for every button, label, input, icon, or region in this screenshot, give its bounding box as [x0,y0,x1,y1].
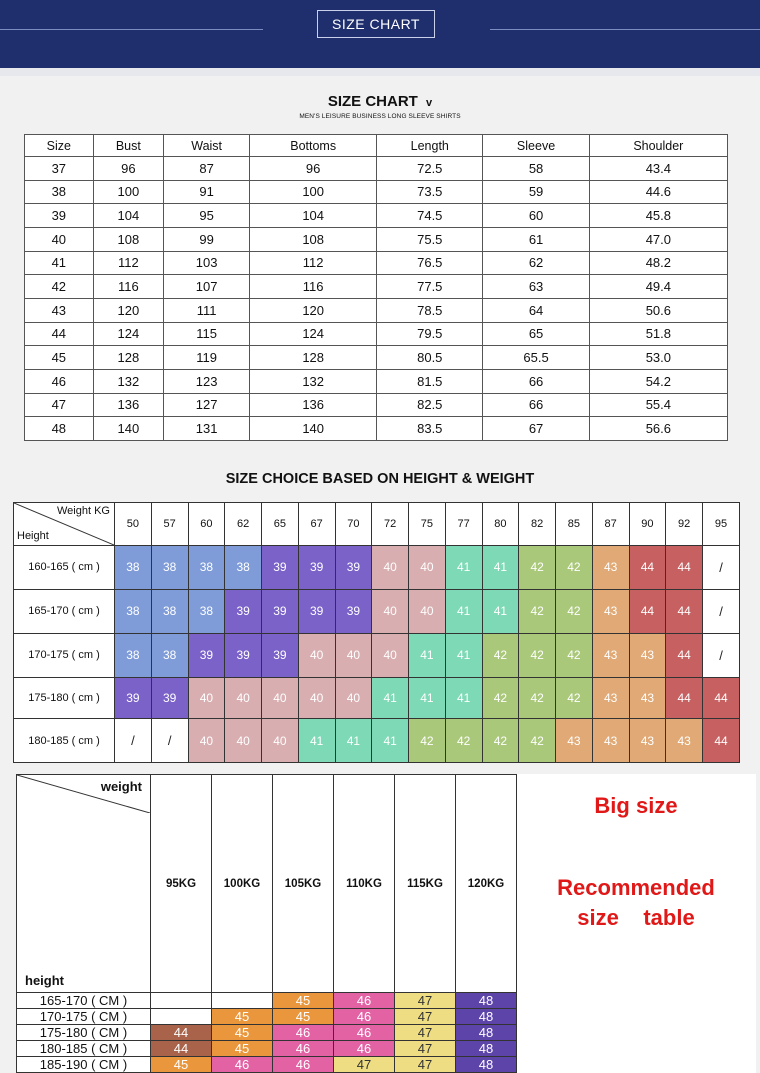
big-size-label: Big size [594,792,678,818]
big-size-side-panel [517,775,756,993]
size-cell: / [703,633,740,677]
table-cell: 73.5 [377,180,483,204]
height-row [14,633,740,677]
size-cell: / [703,589,740,633]
size-chart-subtitle: MEN'S LEISURE BUSINESS LONG SLEEVE SHIRTS [299,113,461,120]
size-cell: 42 [482,633,519,677]
column-header-shoulder: Shoulder [589,135,727,157]
size-cell: 43 [556,719,593,763]
size-cell: 38 [151,633,188,677]
size-cell: / [115,719,152,763]
size-cell: 44 [629,589,666,633]
big-size-cell: 48 [456,1057,517,1073]
height-label: 160-165 ( cm ) [14,546,115,590]
title-chevron-mark: v [426,97,433,109]
big-size-cell: 48 [456,1041,517,1057]
column-header-sleeve: Sleeve [483,135,589,157]
size-cell: 41 [482,546,519,590]
table-cell: 132 [250,369,377,393]
size-cell: 41 [409,633,446,677]
size-cell: 39 [262,546,299,590]
size-cell: 41 [298,719,335,763]
table-cell: 95 [164,204,250,228]
size-cell: 39 [225,589,262,633]
size-cell: 39 [298,589,335,633]
table-cell: 96 [250,157,377,181]
weight-header: 75 [409,503,446,546]
table-cell: 80.5 [377,346,483,370]
size-chart-title [0,93,760,110]
table-cell: 132 [93,369,163,393]
size-cell: 43 [592,719,629,763]
table-cell: 66 [483,369,589,393]
size-cell: 43 [629,719,666,763]
table-cell: 47 [25,393,94,417]
size-cell: 39 [335,589,372,633]
table-cell: 127 [164,393,250,417]
table-cell: 44.6 [589,180,727,204]
weight-header: 67 [298,503,335,546]
big-size-cell: 48 [456,993,517,1009]
table-cell: 119 [164,346,250,370]
big-size-cell: 44 [151,1041,212,1057]
table-row [25,251,728,275]
size-cell: 41 [409,677,446,718]
table-cell: 55.4 [589,393,727,417]
top-banner [0,0,760,68]
size-cell: 41 [445,589,482,633]
big-size-cell: 45 [212,1025,273,1041]
banner-shadow-band [0,68,760,76]
column-header-waist: Waist [164,135,250,157]
column-header-size: Size [25,135,94,157]
size-cell: 40 [298,633,335,677]
table-cell: 44 [25,322,94,346]
table-cell: 40 [25,227,94,251]
size-cell: 38 [115,633,152,677]
big-size-cell: 47 [395,1025,456,1041]
size-cell: 40 [372,589,409,633]
table-cell: 54.2 [589,369,727,393]
table-cell: 51.8 [589,322,727,346]
size-cell: 44 [666,589,703,633]
big-weight-header: 120KG [456,775,517,993]
size-cell: 39 [335,546,372,590]
table-cell: 75.5 [377,227,483,251]
size-cell: 39 [262,633,299,677]
table-cell: 47.0 [589,227,727,251]
size-cell: 42 [556,589,593,633]
size-cell: 41 [372,719,409,763]
size-cell: / [151,719,188,763]
big-size-cell: 44 [151,1025,212,1041]
size-cell: 44 [666,633,703,677]
size-cell: 39 [188,633,225,677]
big-size-cell: 46 [273,1057,334,1073]
recommended-line-1: Recommended [557,874,715,900]
big-weight-header: 95KG [151,775,212,993]
size-cell: 40 [225,677,262,718]
size-chart-table [24,134,728,441]
table-cell: 50.6 [589,298,727,322]
size-cell: 39 [225,633,262,677]
big-height-label: 175-180 ( CM ) [17,1025,151,1041]
size-cell: 39 [151,677,188,718]
big-size-cell: 45 [273,993,334,1009]
big-size-cell: 46 [334,1009,395,1025]
table-cell: 123 [164,369,250,393]
big-size-cell: 45 [212,1041,273,1057]
big-size-cell: 46 [334,993,395,1009]
big-corner-weight-label: weight [100,779,142,794]
table-cell: 49.4 [589,275,727,299]
corner-height-label: Height [17,530,49,542]
height-row [14,719,740,763]
size-cell: 43 [629,677,666,718]
size-cell: 40 [372,546,409,590]
size-cell: 44 [703,677,740,718]
column-header-bottoms: Bottoms [250,135,377,157]
big-size-cell [151,993,212,1009]
size-cell: 40 [409,546,446,590]
table-cell: 72.5 [377,157,483,181]
big-height-label: 165-170 ( CM ) [17,993,151,1009]
table-cell: 128 [250,346,377,370]
size-cell: 42 [556,677,593,718]
table-cell: 78.5 [377,298,483,322]
big-weight-header: 110KG [334,775,395,993]
table-cell: 45.8 [589,204,727,228]
table-cell: 100 [93,180,163,204]
table-row [25,322,728,346]
table-cell: 65.5 [483,346,589,370]
table-cell: 63 [483,275,589,299]
big-height-label: 170-175 ( CM ) [17,1009,151,1025]
table-cell: 38 [25,180,94,204]
table-cell: 41 [25,251,94,275]
big-height-label: 180-185 ( CM ) [17,1041,151,1057]
size-cell: 41 [445,546,482,590]
table-cell: 65 [483,322,589,346]
size-cell: 42 [482,677,519,718]
table-cell: 111 [164,298,250,322]
table-row [25,204,728,228]
size-cell: 43 [592,589,629,633]
size-cell: 42 [519,633,556,677]
size-choice-title: SIZE CHOICE BASED ON HEIGHT & WEIGHT [225,471,535,487]
size-cell: 42 [556,546,593,590]
size-cell: 38 [115,589,152,633]
table-row [25,369,728,393]
size-cell: 38 [188,589,225,633]
size-cell: 38 [188,546,225,590]
table-row [25,346,728,370]
banner-title: SIZE CHART [317,10,435,38]
height-row [14,546,740,590]
big-size-cell: 48 [456,1009,517,1025]
size-cell: 40 [335,633,372,677]
height-label: 165-170 ( cm ) [14,589,115,633]
size-cell: 43 [666,719,703,763]
table-cell: 61 [483,227,589,251]
table-cell: 140 [93,417,163,441]
size-cell: 42 [519,546,556,590]
table-cell: 103 [164,251,250,275]
size-cell: 41 [335,719,372,763]
weight-header: 62 [225,503,262,546]
size-cell: 41 [372,677,409,718]
table-cell: 124 [93,322,163,346]
table-cell: 42 [25,275,94,299]
table-cell: 76.5 [377,251,483,275]
table-cell: 112 [93,251,163,275]
table-cell: 136 [250,393,377,417]
table-cell: 66 [483,393,589,417]
table-cell: 48 [25,417,94,441]
size-chart-header-row [25,135,728,157]
big-height-row [17,1041,756,1057]
weight-header: 85 [556,503,593,546]
banner-rule-left [0,29,263,30]
table-row [25,417,728,441]
table-cell: 43 [25,298,94,322]
size-cell: 39 [262,589,299,633]
height-label: 180-185 ( cm ) [14,719,115,763]
table-cell: 62 [483,251,589,275]
table-cell: 124 [250,322,377,346]
column-header-length: Length [377,135,483,157]
size-cell: 43 [592,546,629,590]
table-cell: 136 [93,393,163,417]
big-size-cell: 46 [212,1057,273,1073]
table-cell: 120 [93,298,163,322]
size-cell: 43 [629,633,666,677]
big-corner-height-label: height [25,973,64,988]
size-cell: 42 [482,719,519,763]
table-cell: 120 [250,298,377,322]
table-cell: 48.2 [589,251,727,275]
table-cell: 108 [250,227,377,251]
height-row [14,677,740,718]
weight-header: 60 [188,503,225,546]
weight-header: 87 [592,503,629,546]
size-cell: 38 [151,589,188,633]
size-cell: 40 [372,633,409,677]
size-cell: 42 [556,633,593,677]
size-cell: 40 [262,677,299,718]
size-cell: 41 [445,677,482,718]
big-height-row [17,1009,756,1025]
table-cell: 74.5 [377,204,483,228]
table-cell: 107 [164,275,250,299]
size-cell: 40 [298,677,335,718]
table-cell: 43.4 [589,157,727,181]
recommended-line-2: size table [577,904,695,930]
big-height-row [17,1025,756,1041]
table-cell: 83.5 [377,417,483,441]
big-size-corner-cell [17,775,151,993]
weight-header: 92 [666,503,703,546]
table-row [25,275,728,299]
size-cell: 43 [592,677,629,718]
weight-header: 72 [372,503,409,546]
table-cell: 116 [250,275,377,299]
big-weight-header: 115KG [395,775,456,993]
weight-header: 77 [445,503,482,546]
weight-header: 90 [629,503,666,546]
table-cell: 45 [25,346,94,370]
table-cell: 53.0 [589,346,727,370]
table-cell: 79.5 [377,322,483,346]
big-size-labels [517,775,755,993]
big-size-cell: 46 [334,1025,395,1041]
size-cell: 42 [445,719,482,763]
size-choice-header-row [14,503,740,546]
table-cell: 81.5 [377,369,483,393]
table-cell: 67 [483,417,589,441]
big-size-cell: 45 [151,1057,212,1073]
size-cell: 41 [445,633,482,677]
table-row [25,157,728,181]
column-header-bust: Bust [93,135,163,157]
table-cell: 46 [25,369,94,393]
size-cell: / [703,546,740,590]
weight-header: 82 [519,503,556,546]
size-cell: 40 [188,719,225,763]
size-chart-title-text: SIZE CHART [327,93,418,110]
big-size-cell: 45 [273,1009,334,1025]
table-cell: 140 [250,417,377,441]
table-cell: 87 [164,157,250,181]
table-cell: 128 [93,346,163,370]
size-cell: 42 [519,589,556,633]
weight-header: 80 [482,503,519,546]
size-cell: 39 [298,546,335,590]
height-row [14,589,740,633]
size-cell: 42 [519,719,556,763]
weight-header: 65 [262,503,299,546]
big-height-row [17,1057,756,1073]
size-cell: 38 [151,546,188,590]
table-cell: 82.5 [377,393,483,417]
table-cell: 112 [250,251,377,275]
size-cell: 43 [592,633,629,677]
table-cell: 60 [483,204,589,228]
size-cell: 40 [409,589,446,633]
table-cell: 104 [93,204,163,228]
size-cell: 44 [666,677,703,718]
big-height-row [17,993,756,1009]
big-size-cell: 46 [273,1041,334,1057]
big-size-cell: 47 [334,1057,395,1073]
big-weight-header: 100KG [212,775,273,993]
big-size-cell: 46 [273,1025,334,1041]
big-size-cell: 47 [395,993,456,1009]
table-row [25,393,728,417]
size-cell: 42 [409,719,446,763]
table-cell: 91 [164,180,250,204]
table-cell: 59 [483,180,589,204]
weight-header: 95 [703,503,740,546]
table-cell: 37 [25,157,94,181]
weight-header: 57 [151,503,188,546]
table-row [25,298,728,322]
size-cell: 40 [262,719,299,763]
size-cell: 44 [629,546,666,590]
table-cell: 131 [164,417,250,441]
big-size-header-row [17,775,756,993]
size-cell: 41 [482,589,519,633]
size-cell: 40 [225,719,262,763]
size-cell: 42 [519,677,556,718]
table-cell: 96 [93,157,163,181]
table-cell: 64 [483,298,589,322]
banner-rule-right [490,29,760,30]
big-size-cell: 48 [456,1025,517,1041]
size-cell: 40 [188,677,225,718]
height-label: 170-175 ( cm ) [14,633,115,677]
corner-weight-label: Weight KG [57,505,110,517]
size-cell: 39 [115,677,152,718]
size-choice-table [13,502,740,763]
size-cell: 40 [335,677,372,718]
size-cell: 38 [225,546,262,590]
table-cell: 115 [164,322,250,346]
size-cell: 44 [666,546,703,590]
height-label: 175-180 ( cm ) [14,677,115,718]
table-cell: 56.6 [589,417,727,441]
big-size-cell [151,1009,212,1025]
table-cell: 99 [164,227,250,251]
table-row [25,180,728,204]
table-cell: 104 [250,204,377,228]
table-cell: 108 [93,227,163,251]
big-size-cell: 47 [395,1009,456,1025]
big-weight-header: 105KG [273,775,334,993]
big-size-cell [212,993,273,1009]
size-cell: 38 [115,546,152,590]
table-cell: 100 [250,180,377,204]
table-cell: 39 [25,204,94,228]
big-size-cell: 45 [212,1009,273,1025]
big-size-cell: 47 [395,1057,456,1073]
table-cell: 77.5 [377,275,483,299]
recommended-label [517,873,755,933]
table-cell: 58 [483,157,589,181]
weight-header: 50 [115,503,152,546]
big-size-cell: 46 [334,1041,395,1057]
size-choice-corner-cell [14,503,115,546]
big-size-table [16,774,756,1073]
table-cell: 116 [93,275,163,299]
big-size-cell: 47 [395,1041,456,1057]
big-height-label: 185-190 ( CM ) [17,1057,151,1073]
size-cell: 44 [703,719,740,763]
weight-header: 70 [335,503,372,546]
table-row [25,227,728,251]
